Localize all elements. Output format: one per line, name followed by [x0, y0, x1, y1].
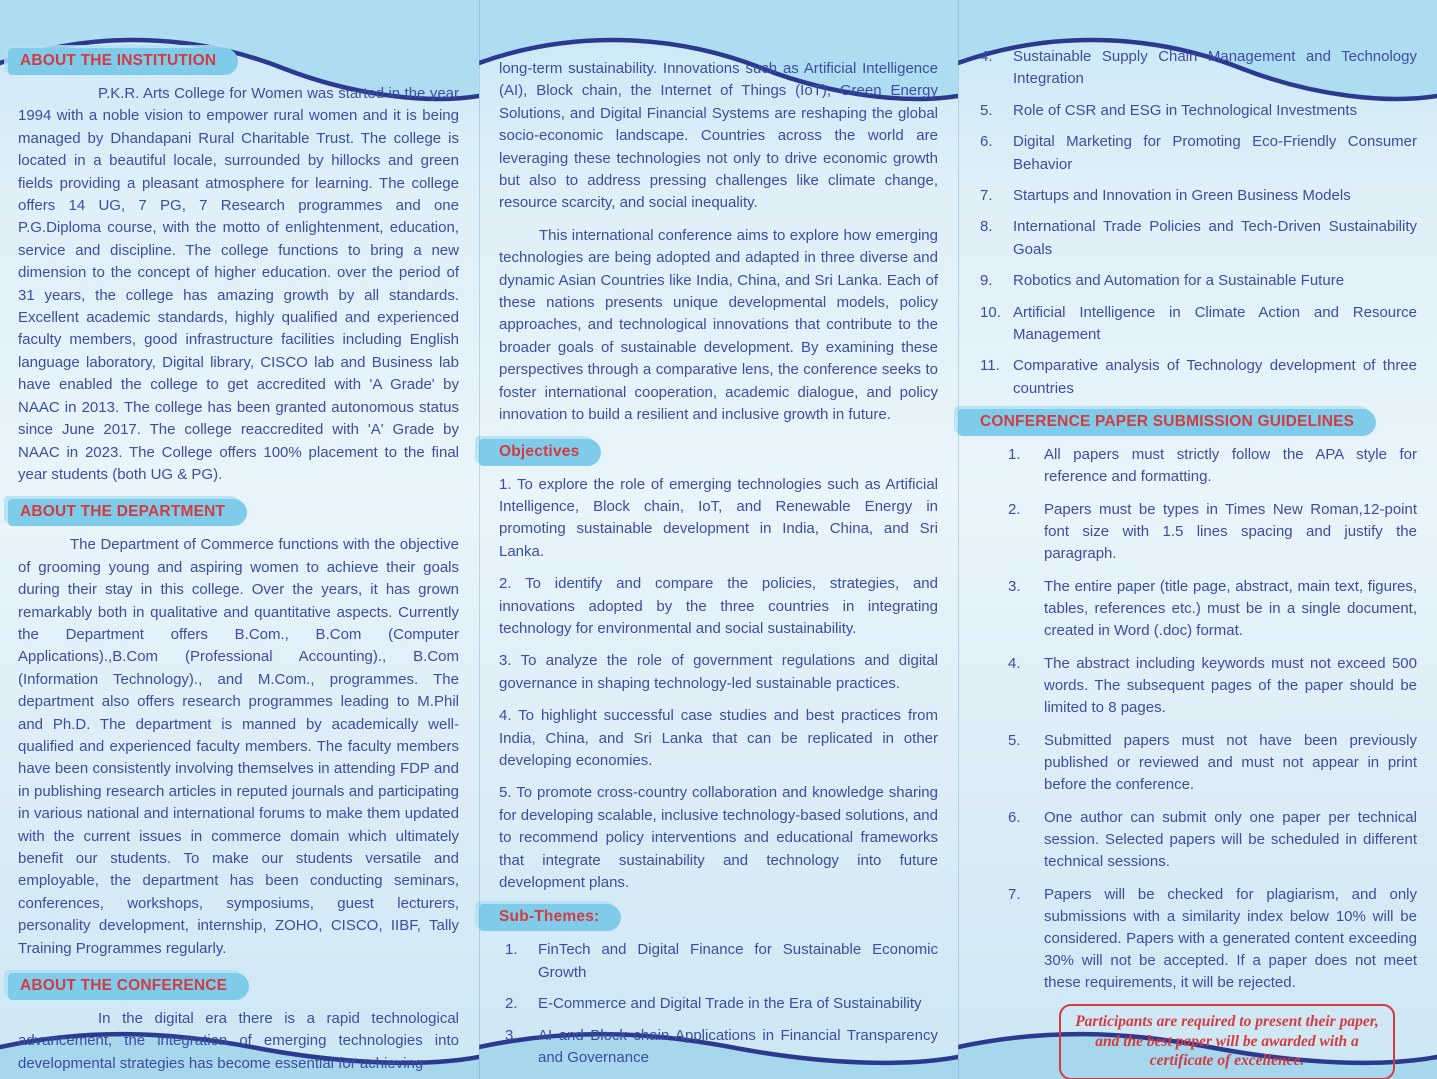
subtheme-item — [980, 216, 1417, 261]
fold-line — [479, 0, 480, 1079]
guideline-text: The abstract including keywords must not exceed 500 words. The subsequent pages of the paper should be limited to 8 pages. — [1044, 655, 1417, 717]
subtheme-number: 2. — [505, 995, 518, 1013]
objective-item: 3. To analyze the role of government regulations and digital governance in shaping technology-led sustainable practices. — [499, 652, 938, 692]
section-heading-institution — [8, 48, 238, 75]
panel-guidelines — [958, 0, 1437, 1079]
subtheme-text: AI and Block chain Applications in Financial Transparency and Governance — [538, 1026, 938, 1067]
subtheme-number: 7. — [980, 187, 993, 205]
guideline-number: 7. — [1008, 886, 1021, 904]
guideline-text: Submitted papers must not have been previously published or reviewed and must not appear in print before the conference. — [1044, 732, 1417, 794]
subtheme-item — [980, 355, 1417, 400]
subtheme-number: 3. — [505, 1026, 518, 1044]
subtheme-text: Role of CSR and ESG in Technological Investments — [1013, 101, 1358, 119]
subtheme-item — [499, 1025, 938, 1070]
subtheme-text: FinTech and Digital Finance for Sustainable Economic Growth — [538, 941, 938, 981]
section-heading-department — [8, 499, 247, 526]
objective-item: 5. To promote cross-country collaboration and knowledge sharing for developing scalable, inclusive technology-based solutions, and to recommend policy interventions and educational frameworks that integrate sustainability and technology into future development plans. — [499, 784, 938, 891]
guideline-item — [1008, 499, 1417, 565]
section-heading-objectives — [479, 439, 601, 466]
guideline-item — [1008, 653, 1417, 719]
guideline-number: 1. — [1008, 446, 1021, 464]
subtheme-number: 4. — [980, 48, 993, 65]
subtheme-item — [980, 270, 1417, 292]
subtheme-number: 10. — [980, 303, 1001, 321]
guideline-item — [1008, 730, 1417, 796]
guideline-item — [1008, 807, 1417, 873]
subtheme-item — [980, 100, 1417, 122]
conference-details-content — [479, 58, 958, 1078]
subtheme-number: 5. — [980, 101, 993, 119]
guidelines-content — [958, 46, 1437, 1079]
subtheme-text: Sustainable Supply Chain Management and Technology Integration — [1013, 48, 1417, 88]
best-paper-note: Participants are required to present their paper, and the best paper will be awarded with a certificate of excellence. — [1059, 1004, 1395, 1079]
guideline-text: Papers will be checked for plagiarism, and only submissions with a similarity index below 10% will be considered. Papers with a generated content exceeding 30% will not be accepted. If a paper does not meet these requirements, it will be rejected. — [1044, 886, 1417, 992]
subtheme-number: 6. — [980, 133, 993, 151]
heading-label: ABOUT THE INSTITUTION — [20, 52, 217, 69]
continuation-paragraph: long-term sustainability. Innovations such as Artificial Intelligence (AI), Block chain, the Internet of Things (IoT), Green Energy Solutions, and Digital Financial Systems are reshaping the global socio-economic landscape. Countries across the world are leveraging these technologies not only to drive economic growth but also to address pressing challenges like climate change, resource scarcity, and social inequality. — [499, 60, 938, 212]
department-paragraph: The Department of Commerce functions with the objective of grooming young and aspiring women to achieve their goals during their stay in this college. Over the years, it has grown remarkably both in qualitative and quantitative aspects. Currently the Department offers B.Com., B.Com (Computer Applications).,B.Com (Professional Accounting)., B.Com (Information Technology)., and M.Com., programmes. The department also offers research programmes leading to M.Phil and Ph.D. The department is manned by academically well-qualified and experienced faculty members. The faculty members have been consistently involving themselves in attending FDP and in publishing research articles in reputed journals and participating in various national and international forums to make them updated with the current issues in commerce domain which ultimately benefit our students. To make our students versatile and employable, the department has been conducting seminars, conferences, workshops, symposiums, guest lecturers, personality development, internship, ZOHO, CISCO, IIBF, Tally Training Programmes regularly. — [18, 536, 459, 957]
section-heading-sub-themes — [479, 904, 621, 931]
conference-paragraph: In the digital era there is a rapid technological advancement, the integration of emerging technologies into developmental strategies has become essential for achieving — [18, 1010, 459, 1072]
guideline-text: All papers must strictly follow the APA style for reference and formatting. — [1044, 446, 1417, 486]
subtheme-item — [980, 46, 1417, 91]
subtheme-number: 1. — [505, 941, 518, 959]
guideline-number: 4. — [1008, 655, 1021, 673]
heading-label: ABOUT THE DEPARTMENT — [20, 503, 226, 521]
guideline-text: The entire paper (title page, abstract, main text, figures, tables, references etc.) must be in a single document, created in Word (.doc) format. — [1044, 578, 1417, 640]
section-heading-guidelines — [958, 409, 1376, 436]
subtheme-text: Artificial Intelligence in Climate Action and Resource Management — [1013, 303, 1417, 344]
institution-content — [0, 44, 479, 1079]
subtheme-text: Robotics and Automation for a Sustainable Future — [1013, 272, 1345, 290]
subtheme-item — [980, 302, 1417, 347]
objective-item: 4. To highlight successful case studies and best practices from India, China, and Sri Lanka that can be replicated in other developing economies. — [499, 707, 938, 769]
guideline-item — [1008, 576, 1417, 642]
subtheme-number: 8. — [980, 218, 993, 236]
institution-paragraph: P.K.R. Arts College for Women was started in the year 1994 with a noble vision to empower rural women and it is being managed by Dhandapani Rural Charitable Trust. The college is located in a beautiful locale, surrounded by hillocks and green fields providing a pleasant atmosphere for learning. The college offers 14 UG, 7 PG, 7 Research programmes and one P.G.Diploma course, with the motto of enlightenment, education, service and discipline. The college functions to bring a new dimension to the concept of higher education. over the period of 31 years, the college has amazing growth by all standards. Excellent academic standards, highly qualified and experienced faculty members, good infrastructure facilities including English language laboratory, Digital library, CISCO lab and Business lab have enabled the college to get accredited with 'A Grade' by NAAC in 2013. The college has been granted autonomous status since June 2017. The college reaccredited with 'A' Grade by NAAC in 2023. The College offers 100% placement to the final year students (both UG & PG). — [18, 85, 459, 483]
fold-line — [958, 0, 959, 1079]
conference-aim-paragraph: This international conference aims to explore how emerging technologies are being adopted and adapted in three diverse and dynamic Asian Countries like India, China, and Sri Lanka. Each of these nations presents unique developmental models, policy approaches, and technological innovations that contribute to the broader goals of sustainable development. By examining these perspectives through a comparative lens, the conference seeks to foster international cooperation, academic dialogue, and policy innovation to build a resilient and inclusive growth in future. — [499, 226, 938, 424]
subtheme-text: Comparative analysis of Technology development of three countries — [1013, 357, 1417, 397]
subtheme-text: E-Commerce and Digital Trade in the Era of Sustainability — [538, 995, 922, 1013]
guideline-item — [1008, 444, 1417, 488]
subtheme-text: International Trade Policies and Tech-Driven Sustainability Goals — [1013, 218, 1417, 258]
heading-label: Sub-Themes: — [499, 908, 600, 926]
subtheme-text: Startups and Innovation in Green Business Models — [1013, 187, 1351, 205]
subtheme-item — [499, 939, 938, 984]
objective-item: 1. To explore the role of emerging technologies such as Artificial Intelligence, Block chain, IoT, and Renewable Energy in promoting sustainable development in India, China, and Sri Lanka. — [499, 475, 938, 560]
heading-label: Objectives — [499, 442, 580, 460]
guideline-number: 2. — [1008, 501, 1021, 519]
guideline-number: 3. — [1008, 578, 1021, 596]
guideline-text: One author can submit only one paper per technical session. Selected papers will be scheduled in different technical sessions. — [1044, 809, 1417, 871]
guideline-number: 5. — [1008, 732, 1021, 750]
subtheme-text: Digital Marketing for Promoting Eco-Friendly Consumer Behavior — [1013, 133, 1417, 173]
subtheme-number: 9. — [980, 272, 993, 290]
subtheme-item — [980, 131, 1417, 176]
guideline-text: Papers must be types in Times New Roman,12-point font size with 1.5 lines spacing and justify the paragraph. — [1044, 501, 1417, 563]
objective-item: 2. To identify and compare the policies, strategies, and innovations adopted by the three countries in integrating technology for environmental and social sustainability. — [499, 575, 938, 637]
heading-label: CONFERENCE PAPER SUBMISSION GUIDELINES — [980, 413, 1355, 431]
guideline-item — [1008, 884, 1417, 994]
guideline-number: 6. — [1008, 809, 1021, 827]
heading-label: ABOUT THE CONFERENCE — [20, 977, 228, 995]
panel-institution — [0, 0, 479, 1079]
subtheme-item — [980, 185, 1417, 207]
panel-conference-details — [479, 0, 958, 1079]
subtheme-number: 11. — [980, 357, 1000, 375]
section-heading-conference — [8, 973, 249, 1000]
subtheme-item — [499, 993, 938, 1015]
